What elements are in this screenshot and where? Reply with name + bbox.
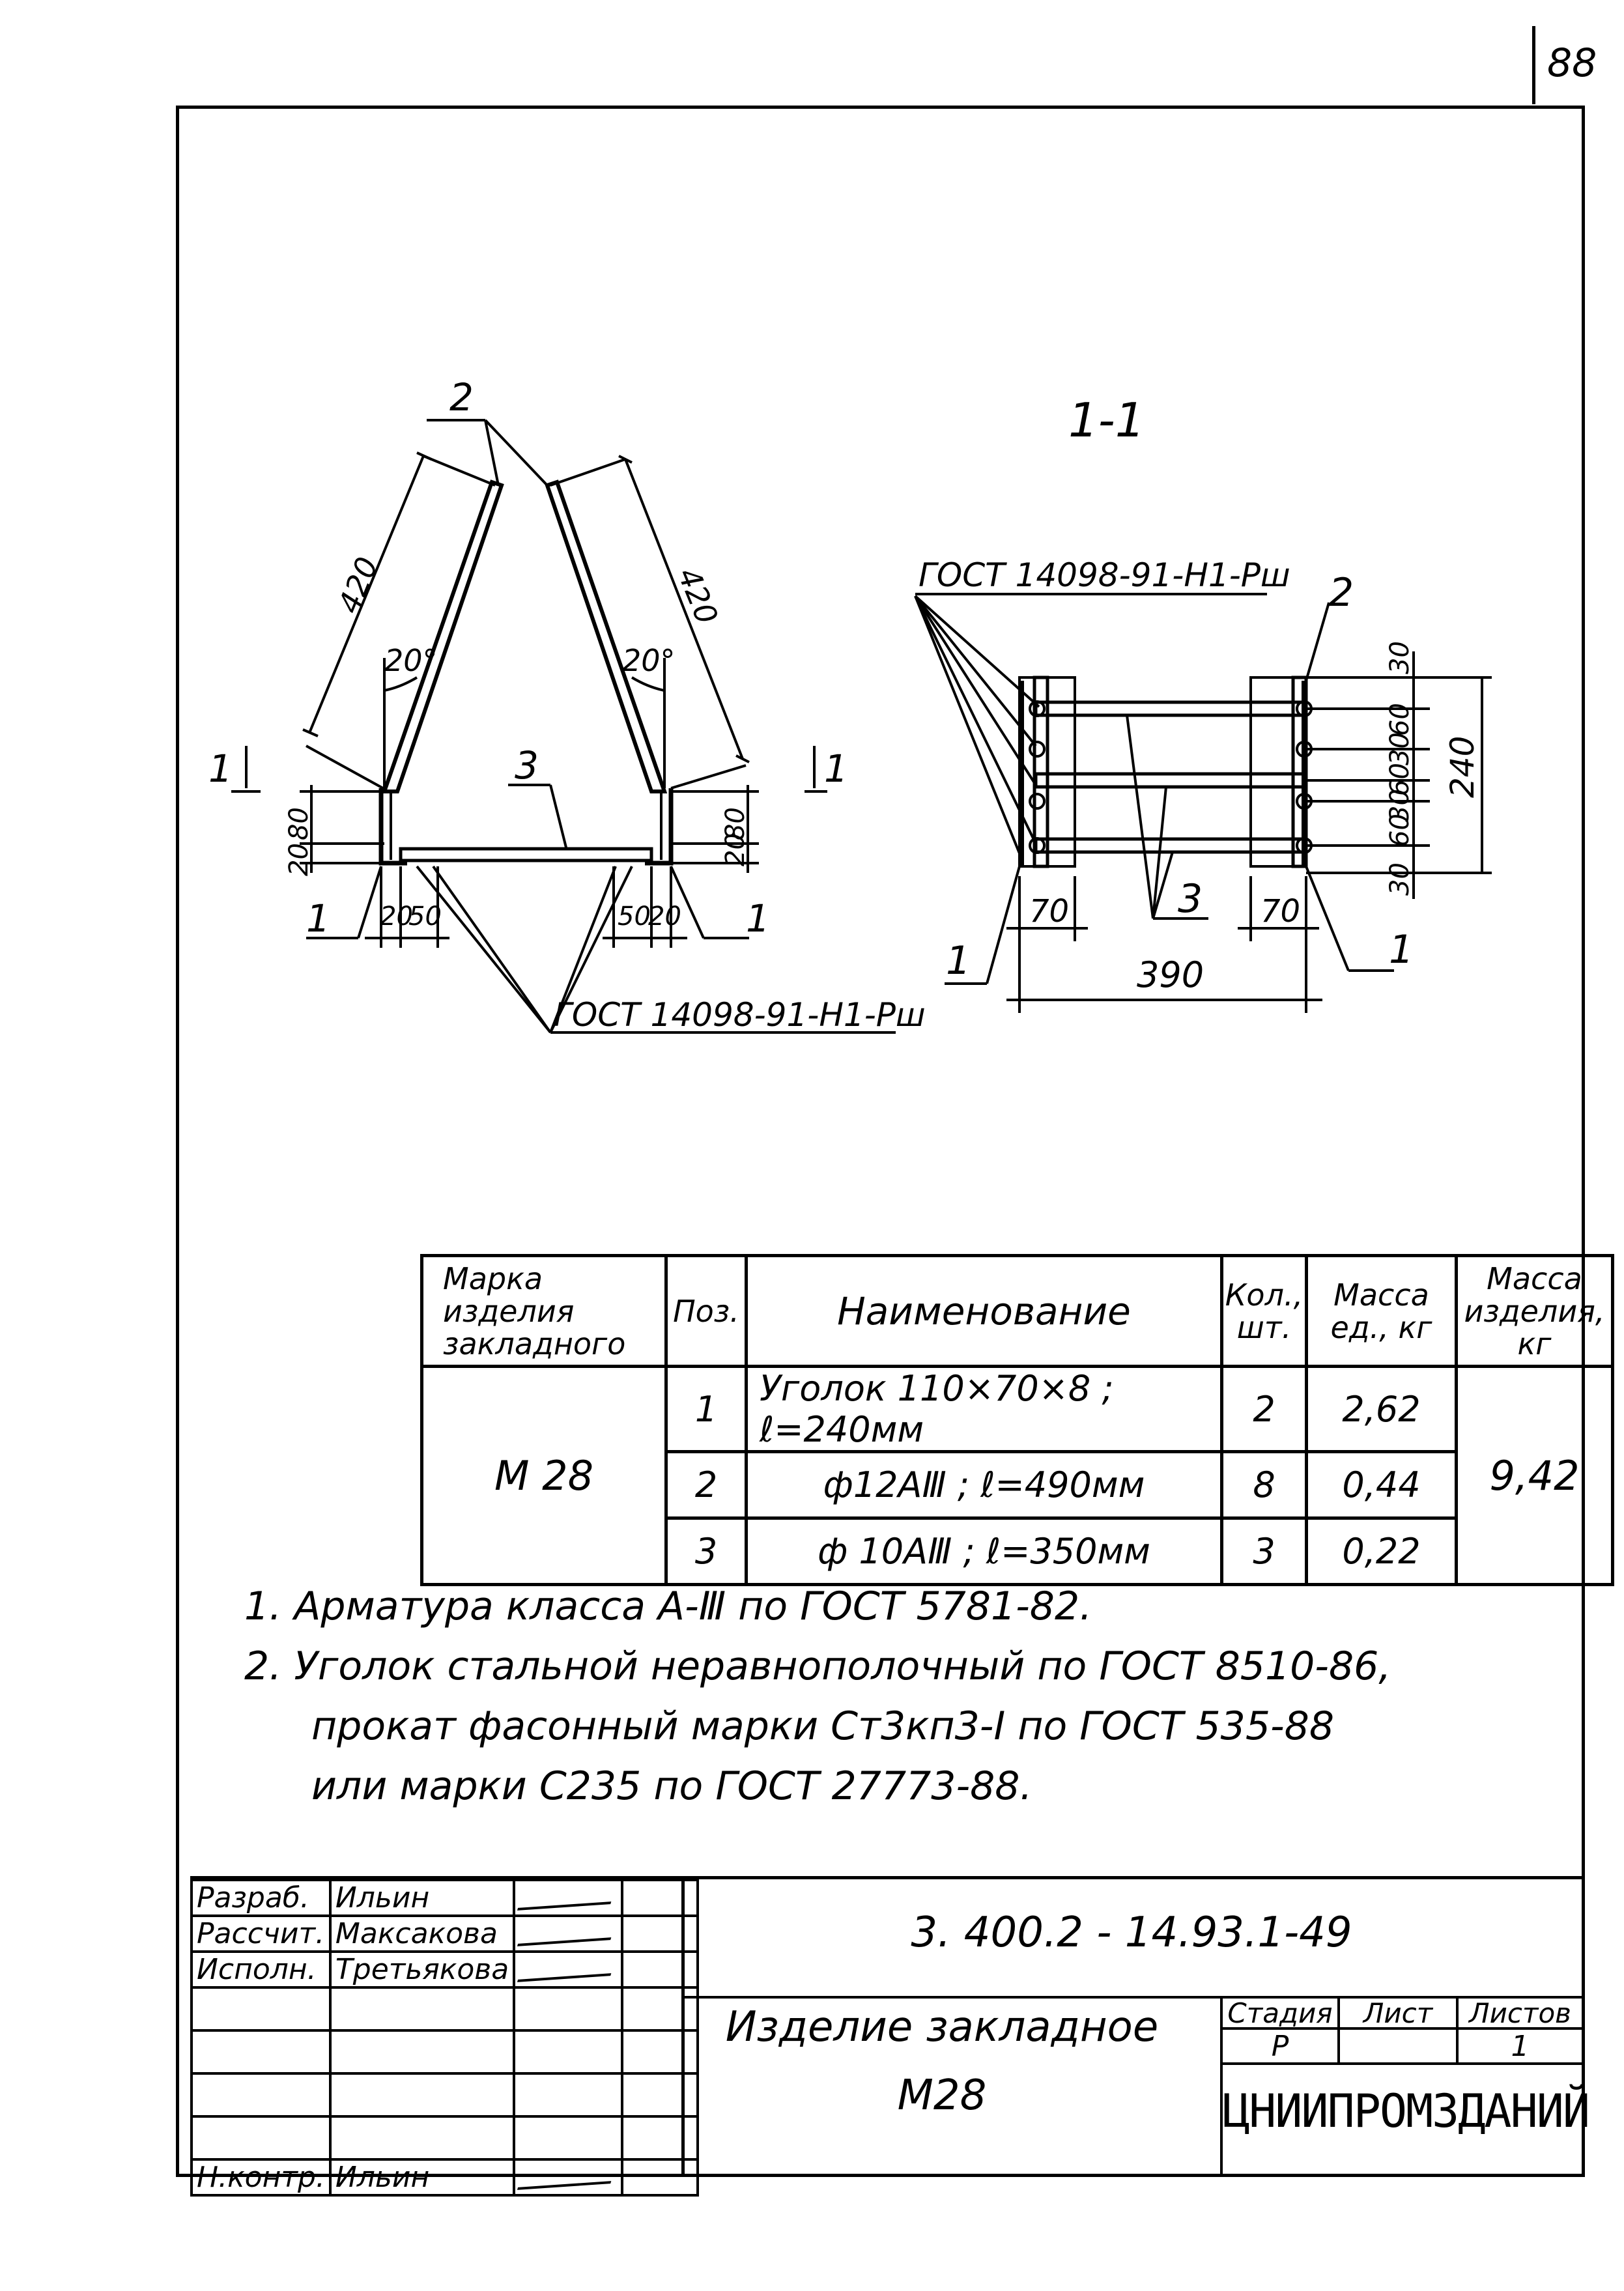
plan-dim-80-right: 80 <box>720 807 750 840</box>
signature-cell <box>514 1916 622 1952</box>
role-cell: Разраб. <box>192 1880 330 1916</box>
role-cell <box>192 2116 330 2159</box>
section-dim-30-b: 30 <box>1385 789 1415 822</box>
role-cell <box>192 1987 330 2030</box>
row-pos: 1 <box>666 1367 747 1452</box>
signature-cell <box>514 1880 622 1916</box>
section-mark-left: 1 <box>208 747 233 791</box>
row-qty: 2 <box>1222 1367 1307 1452</box>
plan-dim-420-right: 420 <box>670 562 725 629</box>
section-weld-note: ГОСТ 14098-91-Н1-Рш <box>919 556 1290 594</box>
sheet-header: Лист <box>1363 1997 1433 2029</box>
section-dim-30-top: 30 <box>1385 641 1415 674</box>
spec-row <box>422 1367 1613 1452</box>
section-dim-30-bottom: 30 <box>1385 862 1415 896</box>
row-pos: 3 <box>666 1518 747 1585</box>
name-cell <box>330 2116 514 2159</box>
organization-name: ЦНИИПРОМЗДАНИЙ <box>1223 2085 1589 2138</box>
note-2-cont-1: прокат фасонный марки Ст3кп3-Ⅰ по ГОСТ 535-88 <box>311 1703 1335 1749</box>
date-cell <box>622 2159 698 2195</box>
role-cell <box>192 2030 330 2073</box>
row-name: ф 10АⅢ ; ℓ=350мм <box>747 1518 1222 1585</box>
specification-table <box>420 1254 1614 1586</box>
section-dim-70-left: 70 <box>1029 893 1070 930</box>
header-name: Наименование <box>747 1256 1222 1367</box>
mark-cell: М 28 <box>422 1367 666 1585</box>
section-label-3: 3 <box>1178 876 1203 922</box>
section-dim-240: 240 <box>1444 735 1481 798</box>
row-name: ф12АⅢ ; ℓ=490мм <box>747 1452 1222 1518</box>
plan-weld-note: ГОСТ 14098-91-Н1-Рш <box>554 996 926 1034</box>
role-cell: Н.контр. <box>192 2159 330 2195</box>
note-1: 1. Арматура класса А-Ⅲ по ГОСТ 5781-82. <box>244 1584 1092 1629</box>
plan-dim-bottom-20-right: 20 <box>648 902 681 932</box>
header-qty: Кол., шт. <box>1222 1256 1307 1367</box>
signature-cell <box>514 1987 622 2030</box>
plan-label-1-left: 1 <box>306 896 330 941</box>
plan-dim-80-left: 80 <box>284 807 314 840</box>
name-cell <box>330 1987 514 2030</box>
name-cell: Ильин <box>330 2159 514 2195</box>
plan-dim-bottom-50-right: 50 <box>618 902 651 932</box>
name-cell: Ильин <box>330 1880 514 1916</box>
document-title-line2: М28 <box>897 2071 987 2120</box>
plan-label-3: 3 <box>515 743 539 788</box>
note-2-cont-2: или марки С235 по ГОСТ 27773-88. <box>311 1763 1033 1809</box>
section-label-1-left: 1 <box>946 938 971 984</box>
row-mass: 2,62 <box>1307 1367 1457 1452</box>
plan-dim-20-right: 20 <box>720 833 750 866</box>
header-mass-unit: Масса ед., кг <box>1307 1256 1457 1367</box>
date-cell <box>622 1952 698 1987</box>
role-cell <box>192 2073 330 2116</box>
role-cell: Исполн. <box>192 1952 330 1987</box>
signature-cell <box>514 2116 622 2159</box>
header-mark: Марка изделия закладного <box>422 1256 666 1367</box>
date-cell <box>622 2116 698 2159</box>
signature-cell <box>514 2030 622 2073</box>
section-mark-right: 1 <box>824 747 848 791</box>
name-cell <box>330 2030 514 2073</box>
name-cell: Третьякова <box>330 1952 514 1987</box>
document-code: 3. 400.2 - 14.93.1-49 <box>911 1909 1352 1957</box>
document-title-line1: Изделие закладное <box>725 2003 1159 2051</box>
stage-value: Р <box>1271 2030 1289 2063</box>
section-dim-30-a: 30 <box>1385 732 1415 765</box>
signature-cell <box>514 2073 622 2116</box>
sheets-value: 1 <box>1511 2030 1530 2063</box>
section-label-1-right: 1 <box>1389 927 1414 973</box>
section-dim-60-c: 60 <box>1385 814 1415 847</box>
role-cell: Рассчит. <box>192 1916 330 1952</box>
signature-cell <box>514 1952 622 1987</box>
title-block-signatures <box>190 1879 699 2197</box>
section-label-2: 2 <box>1329 570 1354 616</box>
row-qty: 8 <box>1222 1452 1307 1518</box>
drawing-area <box>0 0 1624 1107</box>
section-dim-60-b: 60 <box>1385 763 1415 796</box>
plan-label-1-right: 1 <box>746 896 770 941</box>
plan-dim-bottom-50-left: 50 <box>408 902 442 932</box>
signature-cell <box>514 2159 622 2195</box>
plan-view <box>231 420 896 1032</box>
header-mass-item: Масса изделия, кг <box>1457 1256 1613 1367</box>
page-number: 88 <box>1547 40 1597 86</box>
row-mass: 0,44 <box>1307 1452 1457 1518</box>
row-pos: 2 <box>666 1452 747 1518</box>
row-qty: 3 <box>1222 1518 1307 1585</box>
plan-angle-right: 20° <box>622 643 676 678</box>
note-2: 2. Уголок стальной неравнополочный по ГОСТ 8510-86, <box>244 1644 1391 1689</box>
plan-angle-left: 20° <box>384 643 438 678</box>
section-title: 1-1 <box>1068 393 1145 448</box>
plan-dim-bottom-20-left: 20 <box>380 902 413 932</box>
section-dim-70-right: 70 <box>1261 893 1301 930</box>
row-name: Уголок 110×70×8 ; ℓ=240мм <box>747 1367 1222 1452</box>
plan-label-2: 2 <box>449 375 474 420</box>
total-mass-cell: 9,42 <box>1457 1367 1613 1585</box>
plan-dim-20-left: 20 <box>284 843 314 876</box>
header-pos: Поз. <box>666 1256 747 1367</box>
section-dim-60-a: 60 <box>1385 703 1415 736</box>
section-dim-390: 390 <box>1137 954 1204 995</box>
stage-header: Стадия <box>1227 1997 1333 2029</box>
sheets-header: Листов <box>1469 1997 1571 2029</box>
name-cell: Максакова <box>330 1916 514 1952</box>
row-mass: 0,22 <box>1307 1518 1457 1585</box>
name-cell <box>330 2073 514 2116</box>
plan-dim-420-left: 420 <box>331 552 386 619</box>
